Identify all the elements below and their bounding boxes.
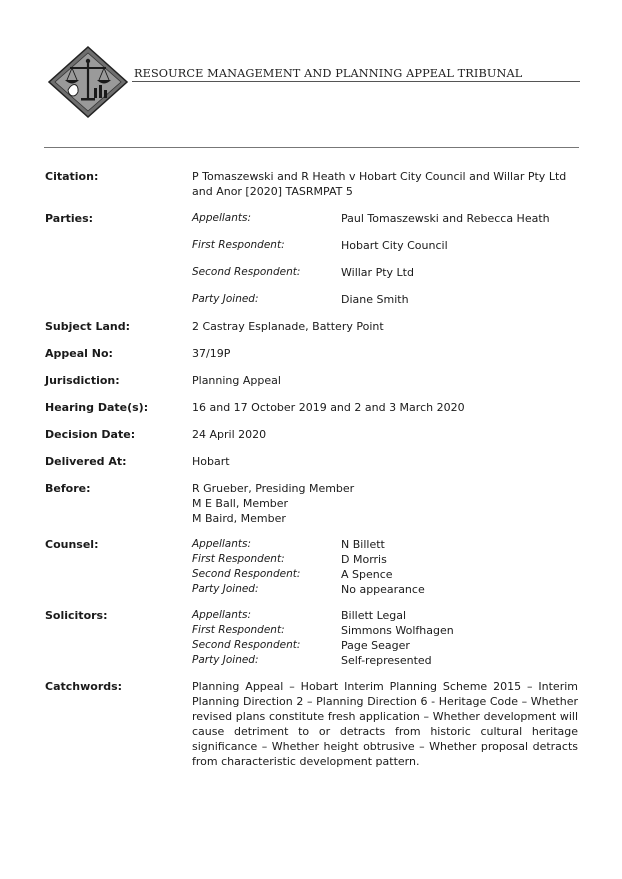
counsel-name: A Spence — [341, 568, 393, 581]
appeal-no-label: Appeal No: — [45, 347, 113, 360]
title-underline — [132, 81, 580, 82]
tribunal-logo — [48, 46, 128, 118]
decision-date-value: 24 April 2020 — [192, 428, 267, 441]
header-divider — [44, 147, 579, 148]
solicitor-name: Simmons Wolfhagen — [341, 624, 454, 637]
catchwords-value: Planning Appeal – Hobart Interim Planning Scheme 2015 – Interim Planning Direction 2 – Planning Direction 6 - Heritage Code – Whether revised plans constitute fresh application – Whether development will cause detriment to or detracts from historic cultural heritage significance – Whether height obtrusive – Whether proposal detracts from characteristic development pattern. — [192, 680, 578, 768]
scales-of-justice-icon — [48, 46, 128, 118]
subject-land-label: Subject Land: — [45, 320, 131, 333]
counsel-name: N Billett — [341, 538, 385, 551]
decision-date-label: Decision Date: — [45, 428, 136, 441]
party-role: Party Joined: — [192, 293, 259, 305]
hearing-dates-label: Hearing Date(s): — [45, 401, 149, 414]
solicitors-label: Solicitors: — [45, 609, 108, 622]
catchwords-label: Catchwords: — [45, 680, 123, 693]
delivered-at-label: Delivered At: — [45, 455, 127, 468]
solicitor-role: First Respondent: — [192, 624, 285, 636]
hearing-dates-value: 16 and 17 October 2019 and 2 and 3 March 2020 — [192, 401, 465, 414]
party-name: Paul Tomaszewski and Rebecca Heath — [341, 212, 550, 225]
jurisdiction-label: Jurisdiction: — [45, 374, 120, 387]
before-label: Before: — [45, 482, 91, 495]
party-role: First Respondent: — [192, 239, 285, 251]
solicitor-role: Second Respondent: — [192, 639, 301, 651]
solicitor-name: Page Seager — [341, 639, 410, 652]
delivered-at-value: Hobart — [192, 455, 230, 468]
counsel-role: First Respondent: — [192, 553, 285, 565]
counsel-role: Appellants: — [192, 538, 252, 550]
counsel-role: Party Joined: — [192, 583, 259, 595]
counsel-role: Second Respondent: — [192, 568, 301, 580]
party-role: Second Respondent: — [192, 266, 301, 278]
member-name: M Baird, Member — [192, 512, 286, 525]
counsel-label: Counsel: — [45, 538, 99, 551]
citation-value: P Tomaszewski and R Heath v Hobart City Council and Willar Pty Ltd and Anor [2020] TASRMPAT 5 — [192, 170, 567, 198]
subject-land-value: 2 Castray Esplanade, Battery Point — [192, 320, 384, 333]
party-name: Willar Pty Ltd — [341, 266, 414, 279]
party-name: Diane Smith — [341, 293, 409, 306]
solicitor-name: Self-represented — [341, 654, 432, 667]
member-name: R Grueber, Presiding Member — [192, 482, 355, 495]
before-members — [192, 481, 578, 526]
jurisdiction-value: Planning Appeal — [192, 374, 281, 387]
counsel-name: No appearance — [341, 583, 425, 596]
party-name: Hobart City Council — [341, 239, 448, 252]
tribunal-title: RESOURCE MANAGEMENT AND PLANNING APPEAL TRIBUNAL — [134, 67, 523, 80]
parties-label: Parties: — [45, 212, 94, 225]
party-role: Appellants: — [192, 212, 252, 224]
citation-label: Citation: — [45, 170, 99, 183]
solicitor-role: Appellants: — [192, 609, 252, 621]
member-name: M E Ball, Member — [192, 497, 289, 510]
counsel-name: D Morris — [341, 553, 387, 566]
solicitor-role: Party Joined: — [192, 654, 259, 666]
appeal-no-value: 37/19P — [192, 347, 231, 360]
solicitor-name: Billett Legal — [341, 609, 407, 622]
